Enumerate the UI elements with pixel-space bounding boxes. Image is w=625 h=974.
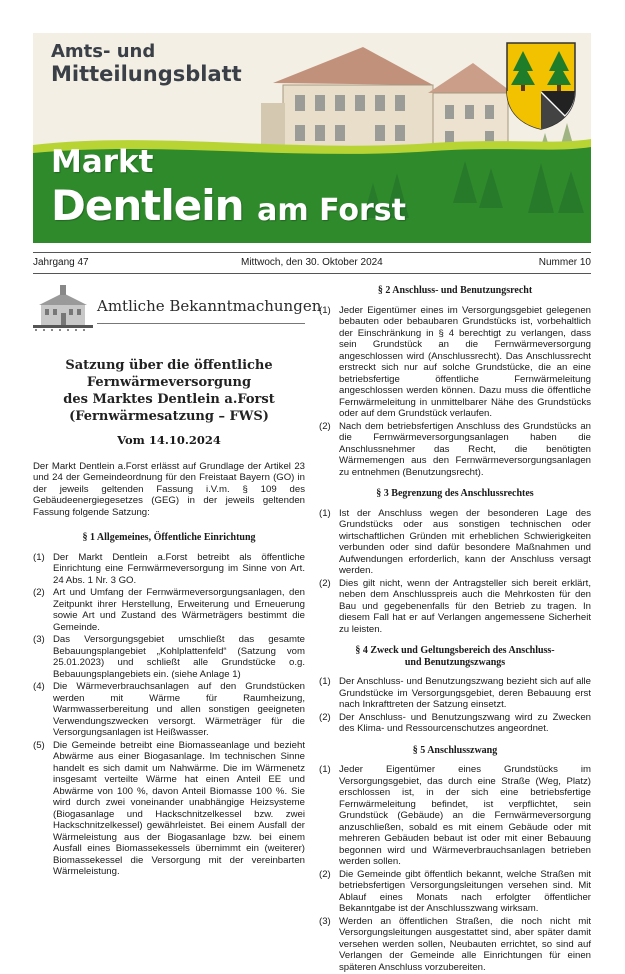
banner-title: Amtliche Bekanntmachungen <box>97 297 322 315</box>
section-1-heading: § 1 Allgemeines, Öffentliche Einrichtung <box>82 532 256 543</box>
document-title-line-1: Satzung über die öffentliche Fernwärmeversorgung <box>65 358 273 390</box>
section-4-heading-line-2: und Benutzungszwangs <box>404 656 506 668</box>
issue-date: Mittwoch, den 30. Oktober 2024 <box>241 257 383 268</box>
document-title <box>33 357 305 425</box>
document-title-line-2: des Marktes Dentlein a.Forst <box>63 392 275 407</box>
section-5-item: (3) Werden an öffentlichen Straßen, die noch nicht mit Versorgungsleitungen ausgestattet sind, aber später damit versehen werden sollen, Neubauten errichtet, so sind auf Verlangen der Gemeinde alle Einrichtungen für einen späteren Anschluss vorzubereiten. <box>319 915 591 973</box>
section-4-heading <box>319 645 591 668</box>
section-3-item: (2) Dies gilt nicht, wenn der Antragsteller sich bereit erklärt, neben dem Anschlusspreis auch die Mehrkosten für den Bau und gegebenenfalls für den Betrieb zu tragen. In diesem Fall hat er auf Verlangen angemessene Sicherheit zu leisten. <box>319 577 591 635</box>
town-name-main: Dentlein <box>51 181 244 230</box>
issue-number: Nummer 10 <box>538 257 591 268</box>
town-name <box>51 183 406 234</box>
section-1-list <box>33 552 305 878</box>
section-3-item: (1) Ist der Anschluss wegen der besonderen Lage des Grundstücks oder aus sonstigen technischen oder wirtschaftlichen Gründen mit erheblichen Schwierigkeiten verbunden oder sind dafür besondere Maßnahmen und Aufwendungen erforderlich, kann der Anschluss versagt werden. <box>319 507 591 576</box>
section-4-heading-line-1: § 4 Zweck und Geltungsbereich des Anschluss- <box>355 645 555 656</box>
section-2-item: (2) Nach dem betriebsfertigen Anschluss des Grundstücks an die Fernwärmeversorgungsanlagen haben die Anschlussnehmer das Recht, die benötigten Wärmemengen aus den Fernwärmeversorgungsanlagen zu entnehmen (Benutzungsrecht). <box>319 420 591 478</box>
publication-line-1: Amts- und <box>51 41 156 62</box>
section-3-heading: § 3 Begrenzung des Anschlussrechtes <box>376 488 534 499</box>
section-1-item: (5) Die Gemeinde betreibt eine Biomasseanlage und bezieht Abwärme aus einer Biogasanlage. Im technischen Sinne handelt es sich damit um Nahwärme. Die im Wärmenetz insgesamt verteilte Wärme hat einen Anteil EE und Abwärme von 100 %, davon Anteil Biomasse 100 %. Sie wird durch zwei voneinander unabhängige Heizsysteme (Biogasanlage und Hackschnitzelkessel bzw. zwei Hackschnitzelkessel) gewährleistet. Bei einem Ausfall der Wärmeleistung aus der Biogasanlage bzw. bei einem Ausfall eines Biomassekessels übernimmt ein (weiterer) Biomassekessel die Versorgung mit der vereinbarten Wärmeleistung. <box>33 739 305 877</box>
issue-info-bar <box>33 252 591 274</box>
volume: Jahrgang 47 <box>33 257 89 268</box>
document-title-line-3: (Fernwärmesatzung – FWS) <box>69 409 269 424</box>
publication-line-2: Mitteilungsblatt <box>51 62 242 86</box>
publication-type <box>51 41 242 85</box>
town-hall-icon <box>33 283 93 331</box>
right-column <box>319 283 591 974</box>
document-intro: Der Markt Dentlein a.Forst erlässt auf Grundlage der Artikel 23 und 24 der Gemeindeordnung für den Freistaat Bayern (GO) in der jeweils geltenden Fassung i.V.m. § 109 des Gebäudeenergiegesetzes (GEG) in der jeweils geltenden Fassung folgende Satzung: <box>33 460 305 518</box>
section-4-item: (1) Der Anschluss- und Benutzungszwang bezieht sich auf alle Grundstücke im Versorgungsgebiet, deren Bebauung erst nach Inkrafttreten der Satzung einsetzt. <box>319 676 591 710</box>
section-5-item: (2) Die Gemeinde gibt öffentlich bekannt, welche Straßen mit betriebsfertigen Versorgungsleitungen versehen sind. Mit Ablauf eines Monats nach erfolgter öffentlicher Bekanntgabe ist der Anschlusszwang wirksam. <box>319 868 591 914</box>
town-name-suffix: am Forst <box>257 193 406 228</box>
section-2-item: (1) Jeder Eigentümer eines im Versorgungsgebiet gelegenen bebauten oder bebaubaren Grundstücks ist, vorbehaltlich der Einschränkung in § 4 berechtigt zu verlangen, dass sein Grundstück an die Fernwärmeversorgung angeschlossen wird (Anschlussrecht). Das Anschlussrecht erstreckt sich nur auf solche Grundstücke, die an eine betriebsfertige öffentliche Fernwärmeleitung angeschlossen werden können. Dazu muss die öffentliche Fernwärmeleitung in unmittelbarer Nähe des Grundstücks oder auf dem Grundstück verlaufen. <box>319 304 591 419</box>
official-announcements-banner <box>33 283 322 331</box>
section-5-heading: § 5 Anschlusszwang <box>412 744 498 756</box>
section-1-item: (1) Der Markt Dentlein a.Forst betreibt als öffentliche Einrichtung eine Fernwärmeversorgung im Sinne von Art. 24 Abs. 1 Nr. 3 GO. <box>33 551 305 586</box>
coat-of-arms-icon <box>505 41 577 131</box>
section-1-item: (4) Die Wärmeverbrauchsanlagen auf den Grundstücken werden mit Wärme für Raumheizung, Warmwasserbereitung und allen sonstigen geeigneten Verwendungszwecken versorgt. Wärmeträger für die Versorgungsanlagen ist Heißwasser. <box>33 681 305 738</box>
section-2-heading: § 2 Anschluss- und Benutzungsrecht <box>377 285 533 296</box>
section-1-item: (2) Art und Umfang der Fernwärmeversorgungsanlagen, den Zeitpunkt ihrer Herstellung, Erweiterung und Erneuerung sowie Art und Zustand des Wärmeträgers bestimmt die Gemeinde. <box>33 587 305 633</box>
section-1-item: (3) Das Versorgungsgebiet umschließt das gesamte Bebauungsplangebiet „Kohlplattenfeld“ (Satzung vom 25.01.2023) und schließt alle Grundstücke o.g. Bebauungsplangebiets ein. (siehe Anlage 1) <box>33 634 305 680</box>
section-4-item: (2) Der Anschluss- und Benutzungszwang wird zu Zwecken des Klima- und Ressourcenschutzes angeordnet. <box>319 711 591 734</box>
left-column <box>33 283 322 879</box>
section-5-item: (1) Jeder Eigentümer eines Grundstücks im Versorgungsgebiet, das durch eine Straße (Weg, Platz) erschlossen ist, in der sich eine betriebsfertige Fernwärmeleitung befindet, ist verpflichtet, sein Grundstück (Gebäude) an die Fernwärmeversorgung anzuschließen, sobald es mit einem Gebäude oder mit mehreren Gebäuden bebaut ist oder mit einer Bebauung begonnen wird und Wärmeverbrauchsanlagen betrieben werden sollen. <box>319 764 591 867</box>
masthead <box>33 33 591 243</box>
document-date: Vom 14.10.2024 <box>117 433 221 447</box>
markt-label: Markt <box>51 144 154 180</box>
banner-rule <box>97 323 305 324</box>
